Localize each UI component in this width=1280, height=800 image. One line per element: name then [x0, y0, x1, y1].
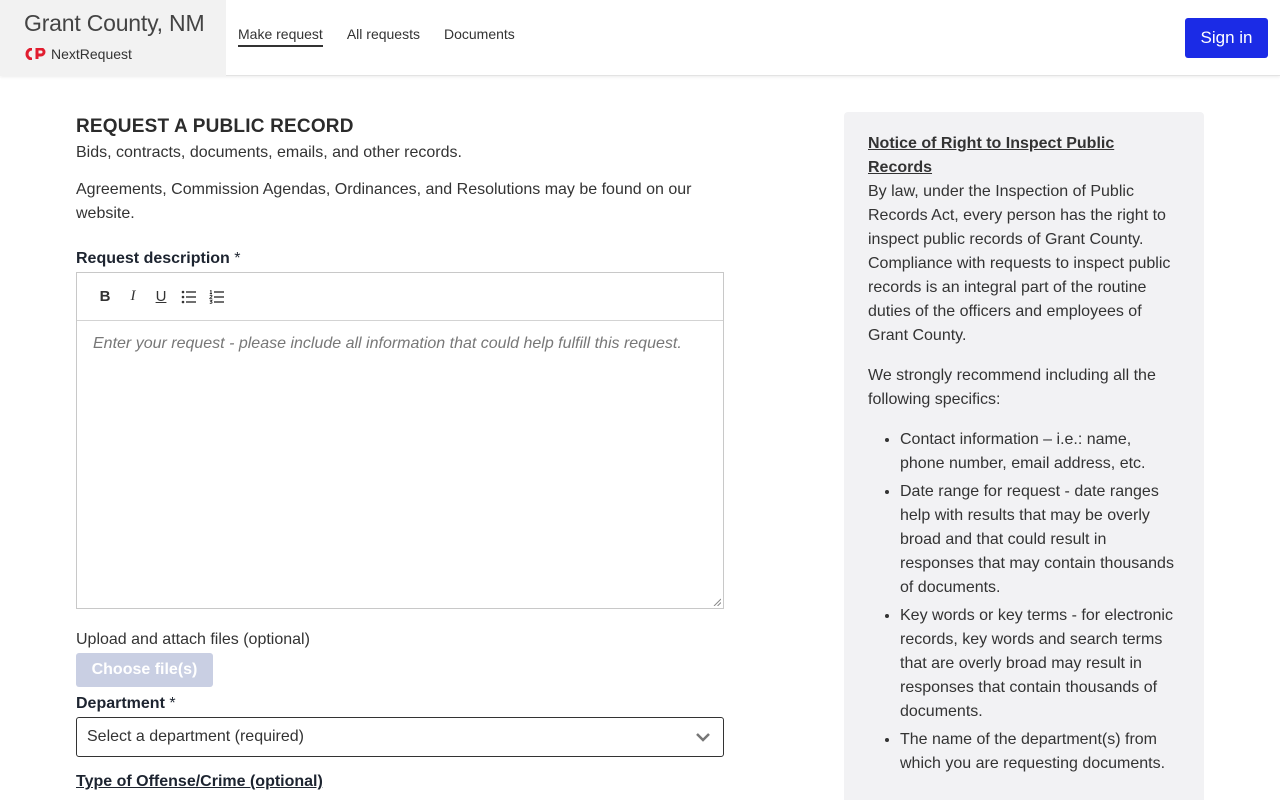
list-item: • Date range for request - date ranges help with results that may be overly broad and that could result in responses that may contain thousands of documents. — [900, 480, 1180, 600]
bold-button[interactable]: B — [99, 288, 111, 305]
resize-handle-icon[interactable] — [713, 598, 721, 606]
choose-files-button[interactable]: Choose file(s) — [76, 653, 213, 687]
editor-input-area[interactable]: Enter your request - please include all information that could help fulfill this request. — [93, 335, 682, 352]
nextrequest-brand — [25, 45, 132, 63]
editor-toolbar — [77, 273, 723, 321]
bullet-list-icon[interactable] — [175, 285, 203, 309]
department-select-value: Select a department (required) — [87, 728, 304, 745]
numbered-list-icon[interactable] — [203, 285, 231, 309]
page-note: Agreements, Commission Agendas, Ordinances, and Resolutions may be found on our website. — [76, 181, 692, 222]
required-mark: * — [169, 695, 176, 712]
italic-button[interactable]: I — [130, 288, 136, 304]
sign-in-button[interactable]: Sign in — [1185, 18, 1268, 58]
upload-label: Upload and attach files (optional) — [76, 631, 310, 648]
description-label — [76, 250, 724, 268]
offense-label: Type of Offense/Crime (optional) — [76, 773, 323, 790]
specifics-list — [868, 428, 1180, 776]
recommend-paragraph: We strongly recommend including all the following specifics: — [868, 367, 1156, 408]
nav-make-request[interactable]: Make request — [238, 26, 323, 47]
description-label-text: Request description — [76, 250, 230, 267]
department-label-text: Department — [76, 695, 165, 712]
notice-title: Notice of Right to Inspect Public Records — [868, 135, 1115, 176]
list-item: • Key words or key terms - for electronic records, key words and search terms that are overly broad may result in responses that contain thousands of documents. — [900, 604, 1180, 724]
notice-panel — [844, 112, 1204, 800]
main-nav — [238, 26, 539, 47]
request-form — [76, 116, 724, 791]
required-mark: * — [234, 250, 241, 267]
department-label — [76, 695, 724, 713]
page-title: REQUEST A PUBLIC RECORD — [76, 116, 354, 137]
brand-sub-label: NextRequest — [51, 46, 132, 62]
list-item: • Contact information – i.e.: name, phone number, email address, etc. — [900, 428, 1180, 476]
top-header — [0, 0, 1280, 76]
nav-documents[interactable]: Documents — [443, 26, 515, 42]
underline-button[interactable]: U — [155, 288, 167, 305]
nextrequest-logo-icon — [25, 48, 47, 60]
nav-all-requests[interactable]: All requests — [346, 26, 420, 42]
page-subtitle: Bids, contracts, documents, emails, and other records. — [76, 144, 462, 161]
list-item: • The name of the department(s) from which you are requesting documents. — [900, 728, 1180, 776]
request-editor — [76, 272, 724, 609]
chevron-down-icon — [695, 731, 711, 743]
department-select[interactable] — [76, 717, 724, 757]
brand-block[interactable] — [0, 0, 226, 76]
brand-title: Grant County, NM — [24, 10, 205, 36]
notice-paragraph: By law, under the Inspection of Public Records Act, every person has the right to inspect public records of Grant County. Compliance with requests to inspect public records is an integral part of the routine duties of the officers and employees of Grant County. — [868, 183, 1171, 344]
